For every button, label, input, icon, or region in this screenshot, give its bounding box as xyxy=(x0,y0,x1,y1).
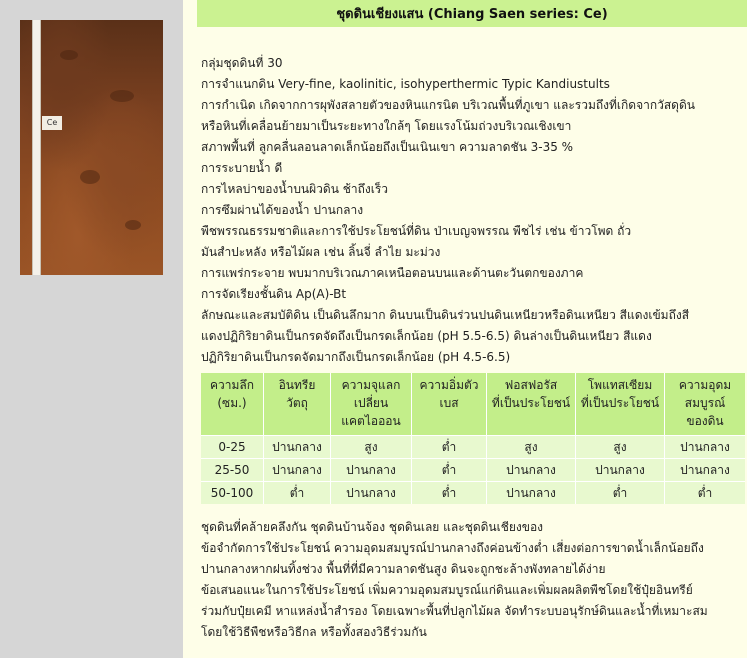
soil-details xyxy=(201,53,747,368)
detail-line: การจำแนกดิน Very-fine, kaolinitic, isohyperthermic Typic Kandiustults xyxy=(201,77,610,91)
table-row xyxy=(201,459,745,482)
header-text: เบส xyxy=(439,396,459,410)
table-cell: ปานกลาง xyxy=(576,459,665,482)
header-text: แคตไอออน xyxy=(341,414,401,428)
soil-profile-photo xyxy=(20,20,163,275)
table-cell: ปานกลาง xyxy=(264,459,331,482)
detail-line: มันสำปะหลัง หรือไม้ผล เช่น ลิ้นจี่ ลำไย มะม่วง xyxy=(201,245,441,259)
header-text: ที่เป็นประโยชน์ xyxy=(580,396,660,410)
table-cell: ต่ำ xyxy=(412,436,487,459)
table-row xyxy=(201,436,745,459)
note-line: ชุดดินที่คล้ายคลึงกัน ชุดดินบ้านจ้อง ชุดดินเลย และชุดดินเชียงของ xyxy=(201,520,544,534)
table-cell: 50-100 xyxy=(201,482,264,505)
table-cell: ปานกลาง xyxy=(487,482,576,505)
detail-line: สภาพพื้นที่ ลูกคลื่นลอนลาดเล็กน้อยถึงเป็นเนินเขา ความลาดชัน 3-35 % xyxy=(201,140,574,154)
photo-tag: Ce xyxy=(42,116,62,130)
header-text: ฟอสฟอรัส xyxy=(504,378,558,392)
note-line: ปานกลางหากฝนทิ้งช่วง พื้นที่ที่มีความลาดชันสูง ดินจะถูกชะล้างพังทลายได้ง่าย xyxy=(201,562,606,576)
table-cell: สูง xyxy=(487,436,576,459)
note-line: ร่วมกับปุ๋ยเคมี หาแหล่งน้ำสำรอง โดยเฉพาะพื้นที่ปลูกไม้ผล จัดทำระบบอนุรักษ์ดินและน้ำที่เหมาะสม xyxy=(201,604,708,618)
header-text: ความอุดม xyxy=(678,378,732,392)
header-text: ความจุแลก xyxy=(341,378,401,392)
table-cell: ต่ำ xyxy=(412,459,487,482)
detail-line: การซึมผ่านได้ของน้ำ ปานกลาง xyxy=(201,203,364,217)
detail-line: พืชพรรณธรรมชาติและการใช้ประโยชน์ที่ดิน ป่าเบญจพรรณ พืชไร่ เช่น ข้าวโพด ถั่ว xyxy=(201,224,632,238)
header-text: โพแทสเซียม xyxy=(587,378,653,392)
table-cell: ต่ำ xyxy=(576,482,665,505)
table-cell: ปานกลาง xyxy=(665,459,746,482)
table-cell: ปานกลาง xyxy=(487,459,576,482)
detail-line: การระบายน้ำ ดี xyxy=(201,161,283,175)
detail-line: การแพร่กระจาย พบมากบริเวณภาคเหนือตอนบนและด้านตะวันตกของภาค xyxy=(201,266,584,280)
note-line: ข้อเสนอแนะในการใช้ประโยชน์ เพิ่มความอุดมสมบูรณ์แก่ดินและเพิ่มผลผลิตพืชโดยใช้ปุ๋ยอินทรีย์ xyxy=(201,583,693,597)
table-cell: ต่ำ xyxy=(665,482,746,505)
detail-line: หรือหินที่เคลื่อนย้ายมาเป็นระยะทางใกล้ๆ โดยแรงโน้มถ่วงบริเวณเชิงเขา xyxy=(201,119,572,133)
header-fertility xyxy=(665,373,746,436)
detail-line: ลักษณะและสมบัติดิน เป็นดินลึกมาก ดินบนเป็นดินร่วนปนดินเหนียวหรือดินเหนียว สีแดงเข้มถึงสี xyxy=(201,308,690,322)
left-panel xyxy=(0,0,183,658)
header-organic-matter xyxy=(264,373,331,436)
detail-line: แดงปฏิกิริยาดินเป็นกรดจัดถึงเป็นกรดเล็กน้อย (pH 5.5-6.5) ดินล่างเป็นดินเหนียว สีแดง xyxy=(201,329,652,343)
header-text: อินทรีย xyxy=(278,378,316,392)
table-cell: ปานกลาง xyxy=(331,482,412,505)
soil-properties-table xyxy=(201,373,745,504)
header-text: วัตถุ xyxy=(286,396,308,410)
header-depth xyxy=(201,373,264,436)
detail-line: การไหลบ่าของน้ำบนผิวดิน ช้าถึงเร็ว xyxy=(201,182,389,196)
detail-line: กลุ่มชุดดินที่ 30 xyxy=(201,56,283,70)
header-text: สมบูรณ์ xyxy=(684,396,726,410)
table-cell: ปานกลาง xyxy=(264,436,331,459)
soil-notes xyxy=(201,517,747,643)
header-potassium xyxy=(576,373,665,436)
detail-line: ปฏิกิริยาดินเป็นกรดจัดมากถึงเป็นกรดเล็กน้อย (pH 4.5-6.5) xyxy=(201,350,511,364)
table-cell: ปานกลาง xyxy=(665,436,746,459)
table-cell: สูง xyxy=(576,436,665,459)
table-header-row xyxy=(201,373,745,436)
header-base-saturation xyxy=(412,373,487,436)
header-text: ที่เป็นประโยชน์ xyxy=(491,396,571,410)
table-cell: ต่ำ xyxy=(264,482,331,505)
header-text: เปลี่ยน xyxy=(353,396,389,410)
detail-line: การกำเนิด เกิดจากการผุพังสลายตัวของหินแกรนิต บริเวณพื้นที่ภูเขา และรวมถึงที่เกิดจากวัสดุดิน xyxy=(201,98,695,112)
table-row xyxy=(201,482,745,505)
table-cell: 0-25 xyxy=(201,436,264,459)
table-cell: 25-50 xyxy=(201,459,264,482)
page-title: ชุดดินเชียงแสน (Chiang Saen series: Ce) xyxy=(197,0,747,27)
measuring-tape xyxy=(32,20,41,275)
header-text: ของดิน xyxy=(686,414,724,428)
header-text: (ซม.) xyxy=(217,396,247,410)
detail-line: การจัดเรียงชั้นดิน Ap(A)-Bt xyxy=(201,287,347,301)
header-cec xyxy=(331,373,412,436)
note-line: โดยใช้วิธีพืชหรือวิธีกล หรือทั้งสองวิธีร่วมกัน xyxy=(201,625,427,639)
header-phosphorus xyxy=(487,373,576,436)
table-cell: สูง xyxy=(331,436,412,459)
table-cell: ต่ำ xyxy=(412,482,487,505)
note-line: ข้อจำกัดการใช้ประโยชน์ ความอุดมสมบูรณ์ปานกลางถึงค่อนข้างต่ำ เสี่ยงต่อการขาดน้ำเล็กน้อยถึง xyxy=(201,541,704,555)
table-cell: ปานกลาง xyxy=(331,459,412,482)
header-text: ความลึก xyxy=(209,378,255,392)
header-text: ความอิ่มตัว xyxy=(419,378,479,392)
